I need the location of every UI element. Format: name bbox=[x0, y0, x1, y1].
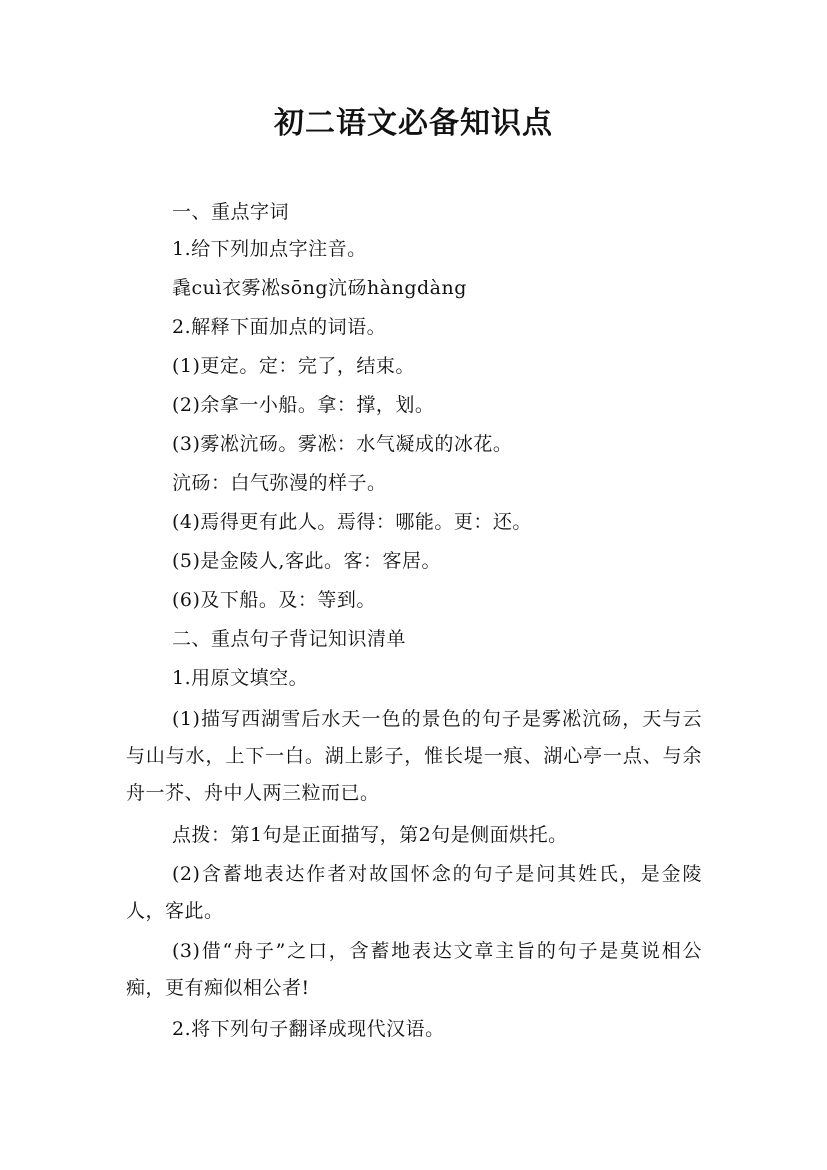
explanation-item-6: (6)及下船。及：等到。 bbox=[172, 589, 376, 611]
explanation-item-1: (1)更定。定：完了，结束。 bbox=[172, 355, 415, 377]
explanation-item-3: (3)雾凇沆砀。雾凇：水气凝成的冰花。 bbox=[172, 433, 513, 455]
explanation-item-4: (4)焉得更有此人。焉得：哪能。更：还。 bbox=[172, 511, 532, 533]
section-heading-key-sentences: 二、重点句子背记知识清单 bbox=[172, 628, 407, 650]
exercise-pinyin-heading: 1.给下列加点字注音。 bbox=[172, 238, 367, 260]
fill-blank-answer-3: (3)借“舟子”之口，含蓄地表达文章主旨的句子是莫说相公痴，更有痴似相公者! bbox=[126, 940, 702, 999]
exercise-explain-heading: 2.解释下面加点的词语。 bbox=[172, 316, 387, 338]
pinyin-answers: 毳cuì衣雾凇sōng沆砀hàngdàng bbox=[172, 277, 467, 299]
explanation-item-2: (2)余拿一小船。拿：撑，划。 bbox=[172, 394, 435, 416]
exercise-translate-heading: 2.将下列句子翻译成现代汉语。 bbox=[172, 1018, 445, 1040]
fill-blank-answer-2: (2)含蓄地表达作者对故国怀念的句子是问其姓氏，是金陵人，客此。 bbox=[126, 863, 702, 922]
explanation-item-5: (5)是金陵人,客此。客：客居。 bbox=[172, 550, 441, 572]
explanation-item-3-continued: 沆砀：白气弥漫的样子。 bbox=[172, 472, 387, 494]
exercise-fill-blank-heading: 1.用原文填空。 bbox=[172, 667, 309, 689]
fill-blank-answer-1: (1)描写西湖雪后水天一色的景色的句子是雾凇沆砀，天与云与山与水，上下一白。湖上影子，惟长堤一痕、湖心亭一点、与余舟一芥、舟中人两三粒而已。 bbox=[126, 708, 702, 804]
document-title: 初二语文必备知识点 bbox=[274, 106, 553, 141]
section-heading-key-words: 一、重点字词 bbox=[172, 201, 290, 223]
hint-note: 点拨：第1句是正面描写，第2句是侧面烘托。 bbox=[172, 824, 568, 846]
